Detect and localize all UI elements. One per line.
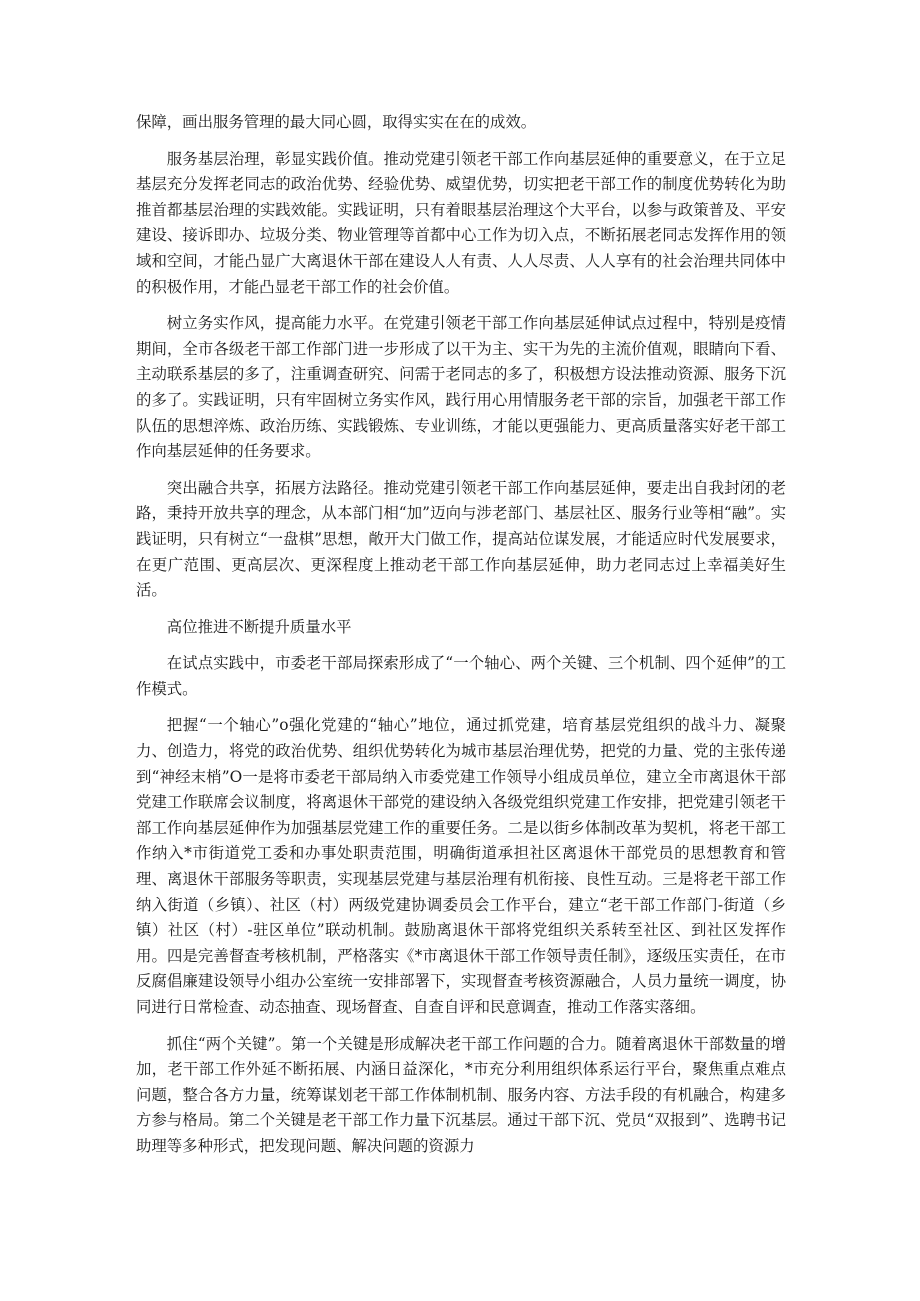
paragraph-grassroots-governance: 服务基层治理，彰显实践价值。推动党建引领老干部工作向基层延伸的重要意义，在于立足基层充分发挥老同志的政治优势、经验优势、威望优势，切实把老干部工作的制度优势转化为助推首都基层治理的实践效能。实践证明，只有着眼基层治理这个大平台，以参与政策普及、平安建设、接诉即办、垃圾分类、物业管理等首都中心工作为切入点，不断拓展老同志发挥作用的领域和空间，才能凸显广大离退休干部在建设人人有责、人人尽责、人人享有的社会治理共同体中的积极作用，才能凸显老干部工作的社会价值。: [136, 149, 786, 296]
paragraph-pragmatic-style: 树立务实作风，提高能力水平。在党建引领老干部工作向基层延伸试点过程中，特别是疫情期间，全市各级老干部工作部门进一步形成了以干为主、实干为先的主流价值观，眼睛向下看、主动联系基层的多了，注重调查研究、问需于老同志的多了，积极想方设法推动资源、服务下沉的多了。实践证明，只有牢固树立务实作风，践行用心用情服务老干部的宗旨，加强老干部工作队伍的思想淬炼、政治历练、实践锻炼、专业训练，才能以更强能力、更高质量落实好老干部工作向基层延伸的任务要求。: [136, 314, 786, 461]
paragraph-work-model: 在试点实践中，市委老干部局探索形成了“一个轴心、两个关键、三个机制、四个延伸”的工作模式。: [136, 654, 786, 698]
paragraph-one-axis: 把握“一个轴心”o强化党建的“轴心”地位，通过抓党建，培育基层党组织的战斗力、凝聚力、创造力，将党的政治优势、组织优势转化为城市基层治理优势，把党的力量、党的主张传递到“神经末梢”O一是将市委老干部局纳入市委党建工作领导小组成员单位，建立全市离退休干部党建工作联席会议制度，将离退休干部党的建设纳入各级党组织党建工作安排，把党建引领老干部工作向基层延伸作为加强基层党建工作的重要任务。二是以街乡体制改革为契机，将老干部工作纳入*市街道党工委和办事处职责范围，明确街道承担社区离退休干部党员的思想教育和管理、离退休干部服务等职责，实现基层党建与基层治理有机衔接、良性互动。三是将老干部工作纳入街道（乡镇）、社区（村）两级党建协调委员会工作平台，建立“老干部工作部门-街道（乡镇）社区（村）-驻区单位”联动机制。鼓励离退休干部将党组织关系转至社区、到社区发挥作用。四是完善督查考核机制，严格落实《*市离退休干部工作领导责任制》，逐级压实责任，在市反腐倡廉建设领导小组办公室统一安排部署下，实现督查考核资源融合，人员力量统一调度，协同进行日常检查、动态抽查、现场督查、自查自评和民意调查，推动工作落实落细。: [136, 716, 786, 1016]
document-page: [136, 104, 786, 1171]
paragraph-continuation: 保障，画出服务管理的最大同心圆，取得实实在在的成效。: [136, 113, 537, 131]
section-heading: 高位推进不断提升质量水平: [166, 617, 352, 636]
paragraph-two-keys: 抓住“两个关键”。第一个关键是形成解决老干部工作问题的合力。随着离退休干部数量的增加，老干部工作外延不断拓展、内涵日益深化，*市充分利用组织体系运行平台，聚焦重点难点问题，整合各方力量，统筹谋划老干部工作体制机制、服务内容、方法手段的有机融合，构建多方参与格局。第二个关键是老干部工作力量下沉基层。通过干部下沉、党员“双报到”、选聘书记助理等多种形式，把发现问题、解决问题的资源力: [136, 1034, 786, 1155]
paragraph-integration-sharing: 突出融合共享，拓展方法路径。推动党建引领老干部工作向基层延伸，要走出自我封闭的老路，秉持开放共享的理念，从本部门相“加”迈向与涉老部门、基层社区、服务行业等相“融”。实践证明，只有树立“一盘棋”思想，敞开大门做工作，提高站位谋发展，才能适应时代发展要求，在更广范围、更高层次、更深程度上推动老干部工作向基层延伸，助力老同志过上幸福美好生活。: [136, 478, 786, 600]
